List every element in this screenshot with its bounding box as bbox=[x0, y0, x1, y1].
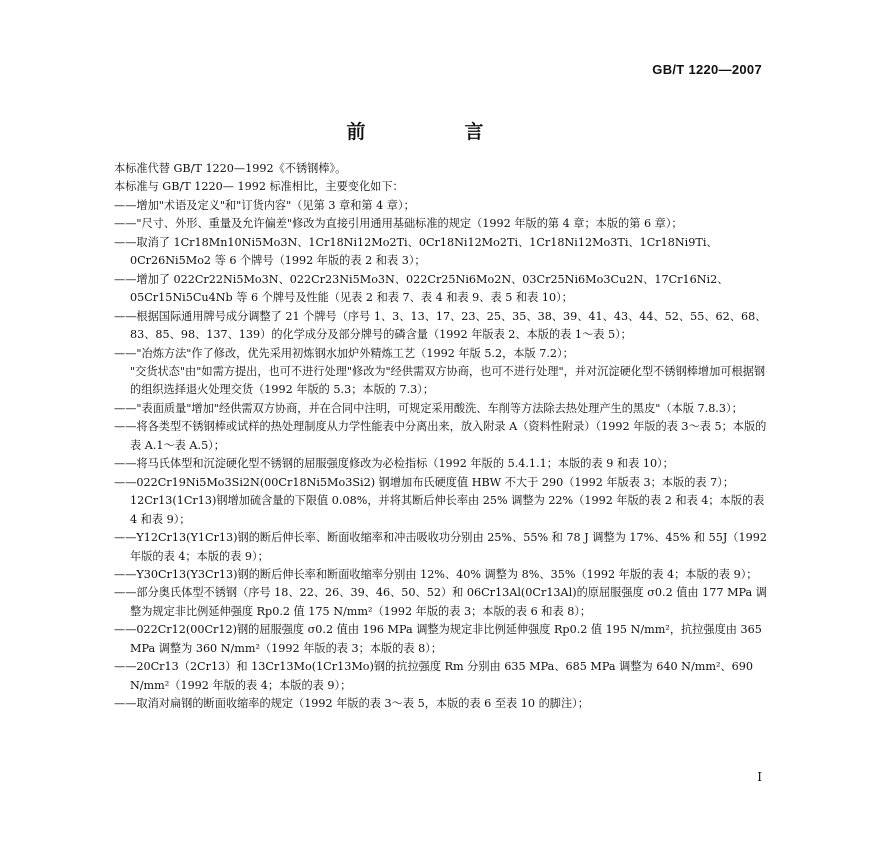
page-title: 前 言 bbox=[346, 121, 524, 143]
foreword-paragraph: ——"表面质量"增加"经供需双方协商，并在合同中注明，可规定采用酸洗、车削等方法除去热处理产生的黑皮"（本版 7.8.3）； bbox=[114, 401, 743, 415]
foreword-paragraph: ——增加"术语及定义"和"订货内容"（见第 3 章和第 4 章）； bbox=[114, 198, 415, 212]
foreword-paragraph: ——增加了 022Cr22Ni5Mo3N、022Cr23Ni5Mo3N、022Cr25Ni6Mo2N、03Cr25Ni6Mo3Cu2N、17Cr16Ni2、05Cr15Ni5Cu4Nb 等 6 个牌号及性能（见表 2 和表 7、表 4 和表 9、表 5 和表 10）； bbox=[114, 272, 729, 305]
foreword-paragraph: ——"尺寸、外形、重量及允许偏差"修改为直接引用通用基础标准的规定（1992 年版的第 4 章；本版的第 6 章）； bbox=[114, 217, 683, 231]
foreword-paragraph: ——取消了 1Cr18Mn10Ni5Mo3N、1Cr18Ni12Mo2Ti、0Cr18Ni12Mo2Ti、1Cr18Ni12Mo3Ti、1Cr18Ni9Ti、0Cr26Ni5Mo2 等 6 个牌号（1992 年版的表 2 和表 3）； bbox=[114, 235, 718, 268]
foreword-paragraph: ——取消对扁钢的断面收缩率的规定（1992 年版的表 3～表 5，本版的表 6 至表 10 的脚注）； bbox=[114, 697, 589, 711]
foreword-paragraph: 本标准与 GB/T 1220— 1992 标准相比，主要变化如下： bbox=[114, 180, 404, 194]
foreword-paragraph: 12Cr13(1Cr13)钢增加硫含量的下限值 0.08%，并将其断后伸长率由 25% 调整为 22%（1992 年版的表 2 和表 4；本版的表 4 和表 9）； bbox=[130, 494, 765, 526]
foreword-paragraph: ——Y30Cr13(Y3Cr13)钢的断后伸长率和断面收缩率分别由 12%、40% 调整为 8%、35%（1992 年版的表 4；本版的表 9）； bbox=[114, 567, 758, 581]
foreword-paragraph: ——022Cr12(00Cr12)钢的屈服强度 σ0.2 值由 196 MPa 调整为规定非比例延伸强度 Rp0.2 值 195 N/mm²，抗拉强度由 365 MPa 调整为 360 N/mm²（1992 年版的表 3；本版的表 8）； bbox=[114, 623, 762, 655]
foreword-paragraph: ——将各类型不锈钢棒或试样的热处理制度从力学性能表中分离出来，放入附录 A（资料性附录）（1992 年版的表 3～表 5；本版的表 A.1～表 A.5）； bbox=[114, 420, 767, 452]
standard-number: GB/T 1220—2007 bbox=[652, 62, 762, 77]
foreword-paragraph: ——Y12Cr13(Y1Cr13)钢的断后伸长率、断面收缩率和冲击吸收功分别由 25%、55% 和 78 J 调整为 17%、45% 和 55J（1992 年版的表 4；本版的表 9）； bbox=[114, 531, 767, 563]
foreword-paragraph: ——部分奥氏体型不锈钢（序号 18、22、26、39、46、50、52）和 06Cr13Al(0Cr13Al)的原屈服强度 σ0.2 值由 177 MPa 调整为规定非比例延伸强度 Rp0.2 值 175 N/mm²（1992 年版的表 3；本版的表 6 和表 8）； bbox=[114, 586, 767, 618]
foreword-paragraph: "交货状态"由"如需方提出，也可不进行处理"修改为"经供需双方协商，也可不进行处理"，并对沉淀硬化型不锈钢棒增加可根据钢的组织选择退火处理交货（1992 年版的 5.3；本版的 7.3）； bbox=[130, 364, 766, 397]
foreword-paragraph: ——022Cr19Ni5Mo3Si2N(00Cr18Ni5Mo3Si2) 钢增加布氏硬度值 HBW 不大于 290（1992 年版表 3；本版的表 7）； bbox=[114, 475, 735, 489]
page-number: I bbox=[757, 770, 762, 784]
foreword-body bbox=[114, 160, 768, 714]
foreword-paragraph: ——根据国际通用牌号成分调整了 21 个牌号（序号 1、3、13、17、23、25、35、38、39、41、43、44、52、55、62、68、83、85、98、137、139）的化学成分及部分牌号的磷含量（1992 年版表 2、本版的表 1～表 5）； bbox=[114, 309, 767, 342]
foreword-paragraph: ——"冶炼方法"作了修改，优先采用初炼钢水加炉外精炼工艺（1992 年版 5.2，本版 7.2）； bbox=[114, 346, 574, 360]
foreword-paragraph: 本标准代替 GB/T 1220—1992《不锈钢棒》。 bbox=[114, 162, 347, 175]
foreword-paragraph: ——将马氏体型和沉淀硬化型不锈钢的屈服强度修改为必检指标（1992 年版的 5.4.1.1；本版的表 9 和表 10）； bbox=[114, 457, 674, 471]
foreword-paragraph: ——20Cr13（2Cr13）和 13Cr13Mo(1Cr13Mo)钢的抗拉强度 Rm 分别由 635 MPa、685 MPa 调整为 640 N/mm²、690 N/mm²（1992 年版的表 4；本版的表 9）； bbox=[114, 660, 753, 692]
